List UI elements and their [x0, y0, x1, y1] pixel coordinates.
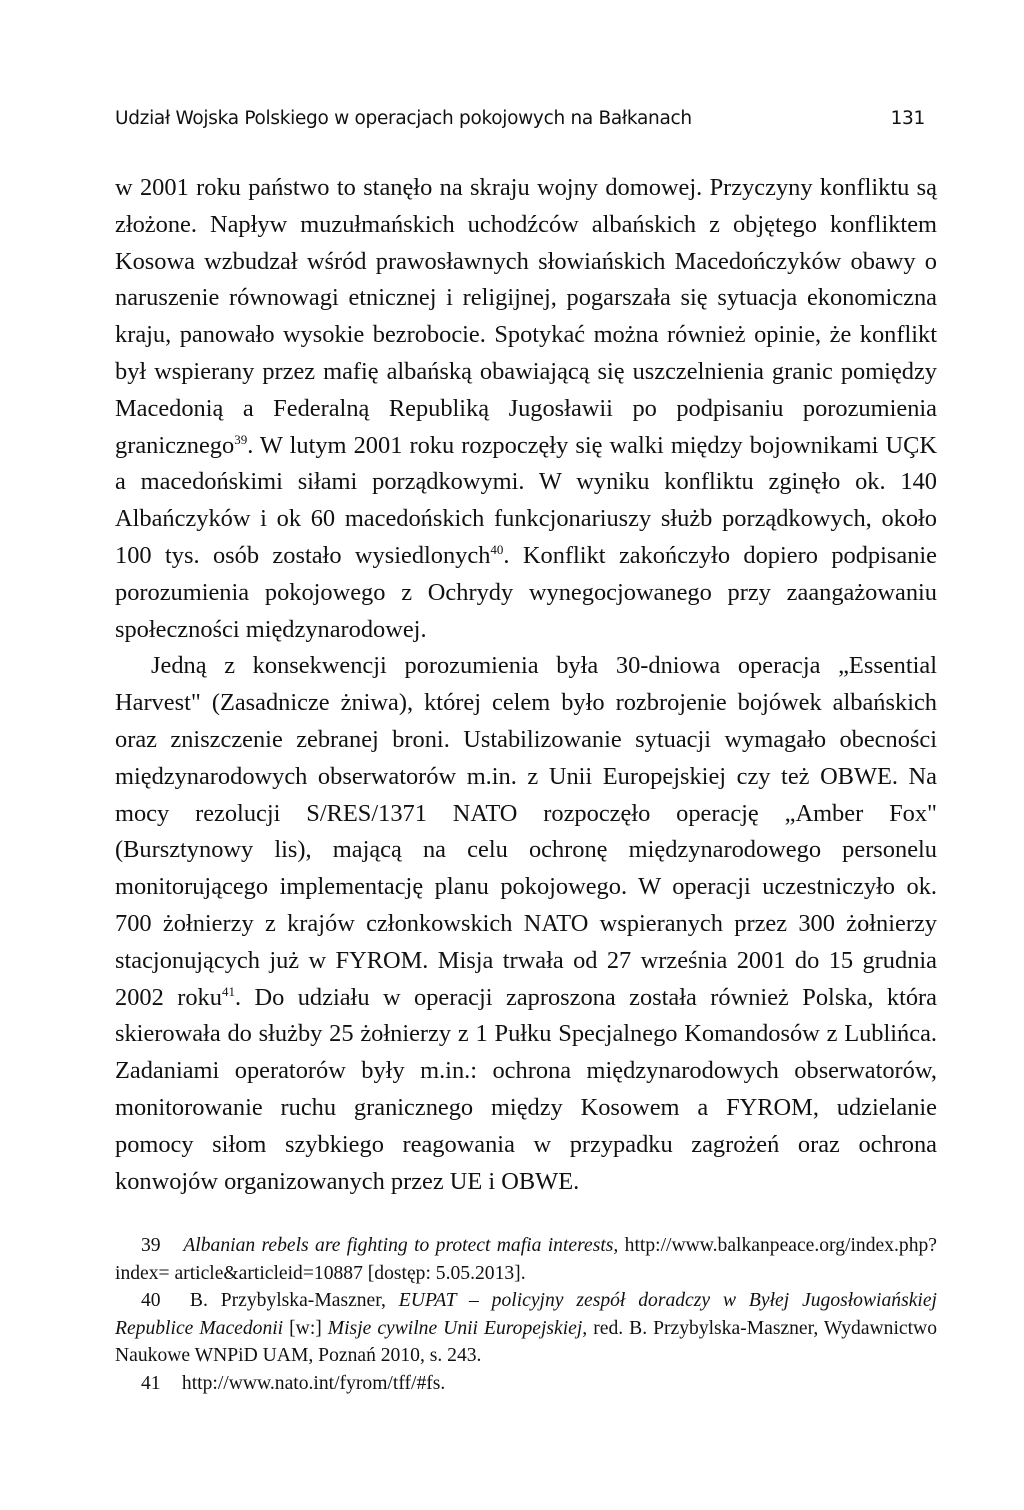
paragraph-1	[115, 170, 937, 648]
footnote-title: Albanian rebels are fighting to protect mafia interests,	[183, 1235, 619, 1256]
paragraph-2	[115, 648, 937, 1200]
paragraph-1-text-c: . Konflikt zakończyło dopiero podpisanie porozumienia pokojowego z Ochrydy wynegocjowanego przy zaangażowaniu społeczności międzynarodowej.	[115, 541, 937, 643]
footnote-connector: [w:]	[283, 1317, 328, 1339]
main-text	[115, 170, 937, 1200]
paragraph-1-text-a: w 2001 roku państwo to stanęło na skraju wojny domowej. Przyczyny konfliktu są złożone. Napływ muzułmańskich uchodźców albańskich z objętego konfliktem Kosowa wzbudzał wśród prawosławnych słowiańskich Macedończyków obawy o naruszenie równowagi etnicznej i religijnej, pogarszała się sytuacja ekonomiczna kraju, panowało wysokie bezrobocie. Spotykać można również opinie, że konflikt był wspierany przez mafię albańską obawiającą się uszczelnienia granic pomiędzy Macedonią a Federalną Republiką Jugosławii po podpisaniu porozumienia granicznego	[115, 174, 937, 459]
footnote-source: http://www.balkanpeace.org/index.php?index= article&articleid=10887 [dostęp: 5.05.2013].	[115, 1235, 937, 1284]
footnote-ref-40: 40	[490, 541, 504, 557]
running-title: Udział Wojska Polskiego w operacjach pokojowych na Bałkanach	[115, 108, 692, 129]
paragraph-2-text-b: . Do udziału w operacji zaproszona została również Polska, która skierowała do służby 25 żołnierzy z 1 Pułku Specjalnego Komandosów z Lublińca. Zadaniami operatorów były m.in.: ochrona międzynarodowych obserwatorów, monitorowanie ruchu granicznego między Kosowem a FYROM, udzielanie pomocy siłom szybkiego reagowania w przypadku zagrożeń oraz ochrona konwojów organizowanych przez UE i OBWE.	[115, 983, 937, 1195]
footnotes	[115, 1232, 937, 1398]
paragraph-1-text-b: . W lutym 2001 roku rozpoczęły się walki między bojownikami UÇK a macedońskimi siłami porządkowymi. W wyniku konfliktu zginęło ok. 140 Albańczyków i ok 60 macedońskich funkcjonariuszy służb porządkowych, około 100 tys. osób zostało wysiedlonych	[115, 431, 937, 569]
footnote-39	[115, 1232, 937, 1287]
footnote-title: EUPAT – policyjny zespół doradczy w Byłej Jugosłowiańskiej Republice Macedonii	[115, 1290, 937, 1339]
footnote-ref-41: 41	[221, 983, 235, 999]
page-number: 131	[890, 108, 925, 129]
running-header	[115, 108, 937, 138]
footnote-ref-39: 39	[234, 431, 248, 447]
footnote-author: B. Przybylska-Maszner,	[177, 1290, 399, 1312]
footnote-source: red. B. Przybylska-Maszner, Wydawnictwo Naukowe WNPiD UAM, Poznań 2010, s. 243.	[115, 1317, 938, 1367]
paragraph-2-text-a: Jedną z konsekwencji porozumienia była 30-dniowa operacja „Essential Harvest" (Zasadnicze żniwa), której celem było rozbrojenie bojówek albańskich oraz zniszczenie zebranej broni. Ustabilizowanie sytuacji wymagało obecności międzynarodowych obserwatorów m.in. z Unii Europejskiej czy też OBWE. Na mocy rezolucji S/RES/1371 NATO rozpoczęło operację „Amber Fox" (Bursztynowy lis), mającą na celu ochronę międzynarodowego personelu monitorującego implementację planu pokojowego. W operacji uczestniczyło ok. 700 żołnierzy z krajów członkowskich NATO wspieranych przez 300 żołnierzy stacjonujących już w FYROM. Misja trwała od 27 września 2001 do 15 grudnia 2002 roku	[115, 652, 937, 1011]
footnote-40	[115, 1287, 937, 1370]
footnote-number: 41	[141, 1372, 161, 1394]
book-page	[115, 0, 937, 1510]
footnote-41	[115, 1370, 937, 1398]
footnote-number: 39	[141, 1235, 161, 1256]
footnote-source: http://www.nato.int/fyrom/tff/#fs.	[177, 1372, 446, 1394]
footnote-book-title: Misje cywilne Unii Europejskiej,	[327, 1317, 588, 1339]
footnote-number: 40	[141, 1290, 161, 1312]
